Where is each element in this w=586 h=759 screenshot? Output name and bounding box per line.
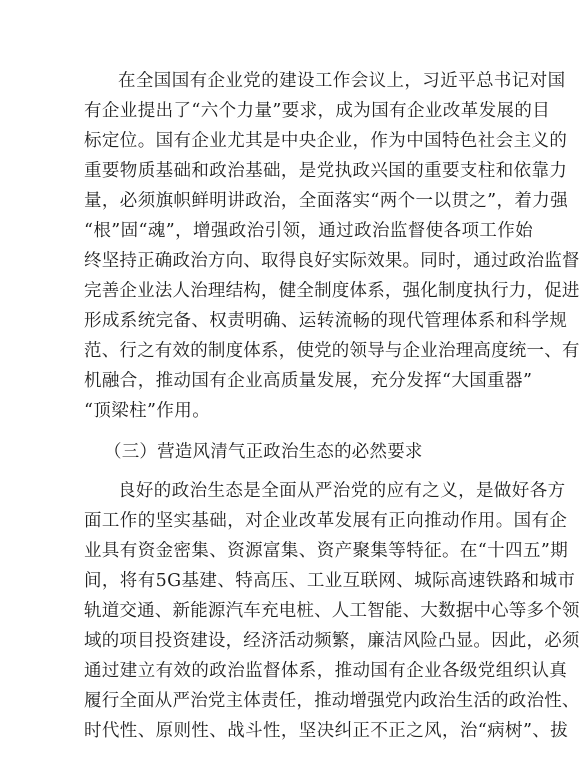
paragraph-1-line: 量，必须旗帜鲜明讲政治，全面落实“两个一以贯之”，着力强	[84, 191, 569, 211]
paragraph-1-line: “根”固“魂”，增强政治引领，通过政治监督使各项工作始	[84, 221, 534, 241]
section-heading: （三）营造风清气正政治生态的必然要求	[104, 442, 423, 462]
paragraph-1-line: 终坚持正确政治方向、取得良好实际效果。同时，通过政治监督	[84, 251, 580, 271]
paragraph-2-line: 轨道交通、新能源汽车充电桩、人工智能、大数据中心等多个领	[84, 601, 580, 621]
paragraph-2-line: 域的项目投资建设，经济活动频繁，廉洁风险凸显。因此，必须	[84, 631, 580, 651]
paragraph-2-line: 时代性、原则性、战斗性，坚决纠正不正之风，治“病树”、拔	[84, 721, 569, 741]
paragraph-1-line: 有企业提出了“六个力量”要求，成为国有企业改革发展的目	[84, 101, 551, 121]
paragraph-2-line: 良好的政治生态是全面从严治党的应有之义，是做好各方	[118, 481, 566, 501]
paragraph-1-line: 标定位。国有企业尤其是中央企业，作为中国特色社会主义的	[84, 131, 568, 151]
paragraph-2-line: 通过建立有效的政治监督体系，推动国有企业各级党组织认真	[84, 661, 568, 681]
paragraph-2-line: 业具有资金密集、资源富集、资产聚集等特征。在“十四五”期	[84, 541, 569, 561]
paragraph-1-line: 机融合，推动国有企业高质量发展，充分发挥“大国重器”	[84, 371, 533, 391]
paragraph-2-line: 间，将有5G基建、特高压、工业互联网、城际高速铁路和城市	[84, 571, 576, 591]
paragraph-2-line: 面工作的坚实基础，对企业改革发展有正向推动作用。国有企	[84, 511, 568, 531]
paragraph-1-line: “顶梁柱”作用。	[84, 401, 211, 421]
paragraph-1-line: 形成系统完备、权责明确、运转流畅的现代管理体系和科学规	[84, 311, 568, 331]
paragraph-1-line: 范、行之有效的制度体系，使党的领导与企业治理高度统一、有	[84, 341, 580, 361]
paragraph-1-line: 在全国国有企业党的建设工作会议上，习近平总书记对国	[118, 71, 566, 91]
paragraph-1-line: 完善企业法人治理结构，健全制度体系，强化制度执行力，促进	[84, 281, 580, 301]
paragraph-1-line: 重要物质基础和政治基础，是党执政兴国的重要支柱和依靠力	[84, 161, 568, 181]
paragraph-2-line: 履行全面从严治党主体责任，推动增强党内政治生活的政治性、	[84, 691, 580, 711]
